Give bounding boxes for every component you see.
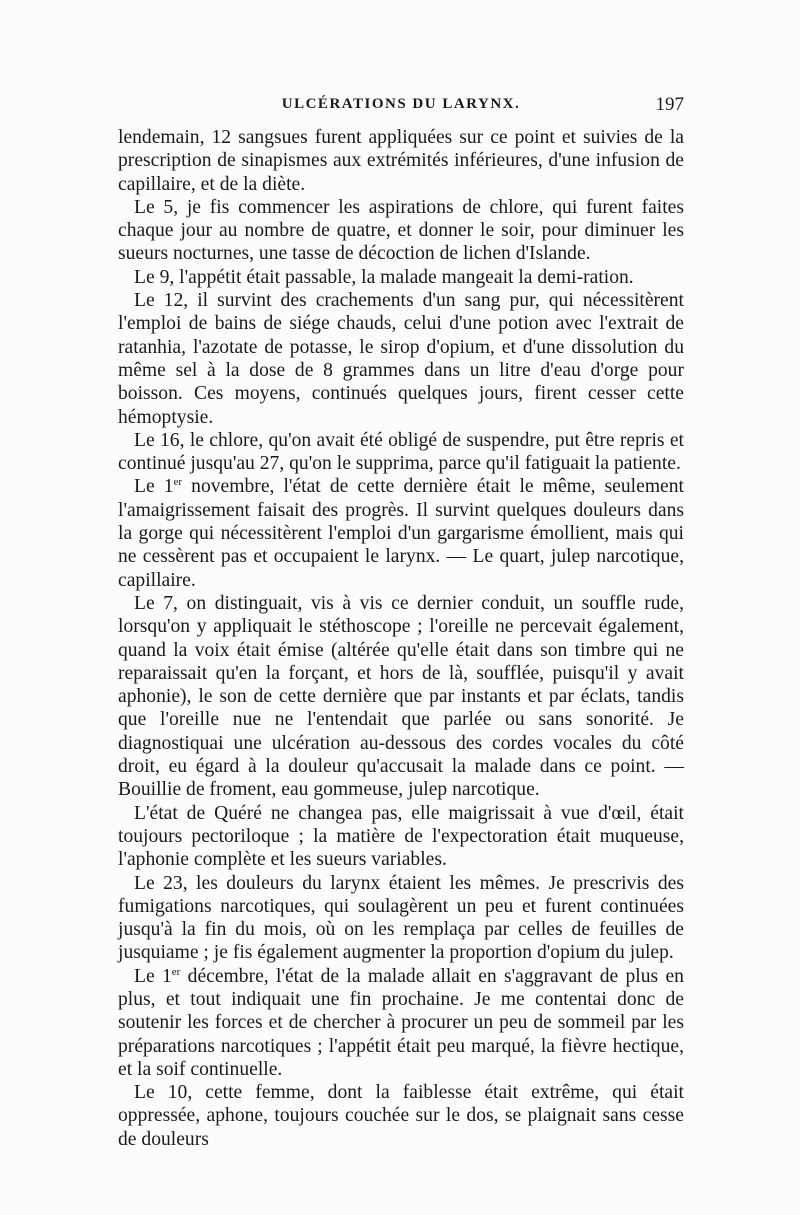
paragraph-9: Le 23, les douleurs du larynx étaient les mêmes. Je prescrivis des fumigations narcotiques, qui soulagèrent un peu et furent continuées jusqu'à la fin du mois, où on les remplaça par celles de feuilles de jusquiame ; je fis également augmenter la proportion d'opium du julep. — [118, 872, 684, 964]
running-title: ULCÉRATIONS DU LARYNX. — [281, 96, 521, 112]
paragraph-10-text: décembre, l'état de la malade allait en s'aggravant de plus en plus, et tout indiquait une fin prochaine. Je me contentai donc de soutenir les forces et de chercher à procurer un peu de sommeil par les préparations narcotiques ; l'appétit était peu marqué, la fièvre hectique, et la soif continuelle. — [118, 965, 684, 1080]
paragraph-6-prefix: Le 1 — [134, 476, 174, 498]
paragraph-2: Le 5, je fis commencer les aspirations de chlore, qui furent faites chaque jour au nombre de quatre, et donner le soir, pour diminuer les sueurs nocturnes, une tasse de décoction de lichen d'Islande. — [118, 196, 684, 265]
paragraph-4: Le 12, il survint des crachements d'un sang pur, qui nécessitèrent l'emploi de bains de siége chauds, celui d'une potion avec l'extrait de ratanhia, l'azotate de potasse, le sirop d'opium, et d'une dissolution du même sel à la dose de 8 grammes dans un litre d'eau d'orge pour boisson. Ces moyens, continués quelques jours, firent cesser cette hémoptysie. — [118, 290, 684, 428]
body-text — [118, 126, 684, 1151]
paragraph-10 — [118, 965, 684, 1081]
paragraph-3: Le 9, l'appétit était passable, la malade mangeait la demi-ration. — [134, 266, 634, 288]
running-header — [118, 96, 684, 122]
ordinal-superscript: er — [173, 476, 183, 489]
paragraph-6-text: novembre, l'état de cette dernière était le même, seulement l'amaigrissement faisait des progrès. Il survint quelques douleurs dans la gorge qui nécessitèrent l'emploi d'un gargarisme émollient, mais qui ne cessèrent pas et occupaient le larynx. — Le quart, julep narcotique, capillaire. — [118, 476, 684, 591]
paragraph-5: Le 16, le chlore, qu'on avait été obligé de suspendre, put être repris et continué jusqu'au 27, qu'on le supprima, parce qu'il fatiguait la patiente. — [118, 429, 684, 475]
paragraph-7: Le 7, on distinguait, vis à vis ce dernier conduit, un souffle rude, lorsqu'on y appliquait le stéthoscope ; l'oreille ne percevait également, quand la voix était émise (altérée qu'elle était dans son timbre qui ne reparaissait qu'en la forçant, et hors de là, soufflée, puisqu'il y avait aphonie), le son de cette dernière que par instants et par éclats, tandis que l'oreille nue ne l'entendait que parlée ou sans sonorité. Je diagnostiquai une ulcération au-dessous des cordes vocales du côté droit, eu égard à la douleur qu'accusait la malade dans ce point. — Bouillie de froment, eau gommeuse, julep narcotique. — [118, 592, 684, 801]
paragraph-1: lendemain, 12 sangsues furent appliquées sur ce point et suivies de la prescription de sinapismes aux extrémités inférieures, d'une infusion de capillaire, et de la diète. — [118, 127, 684, 195]
paragraph-11: Le 10, cette femme, dont la faiblesse était extrême, qui était oppressée, aphone, toujours couchée sur le dos, se plaignait sans cesse de douleurs — [118, 1082, 684, 1150]
page-number: 197 — [655, 94, 684, 115]
paragraph-6 — [118, 475, 684, 591]
paragraph-10-prefix: Le 1 — [134, 965, 172, 987]
paragraph-8: L'état de Quéré ne changea pas, elle maigrissait à vue d'œil, était toujours pectoriloque ; la matière de l'expectoration était muqueuse, l'aphonie complète et les sueurs variables. — [118, 802, 684, 871]
ordinal-superscript: er — [171, 965, 181, 978]
